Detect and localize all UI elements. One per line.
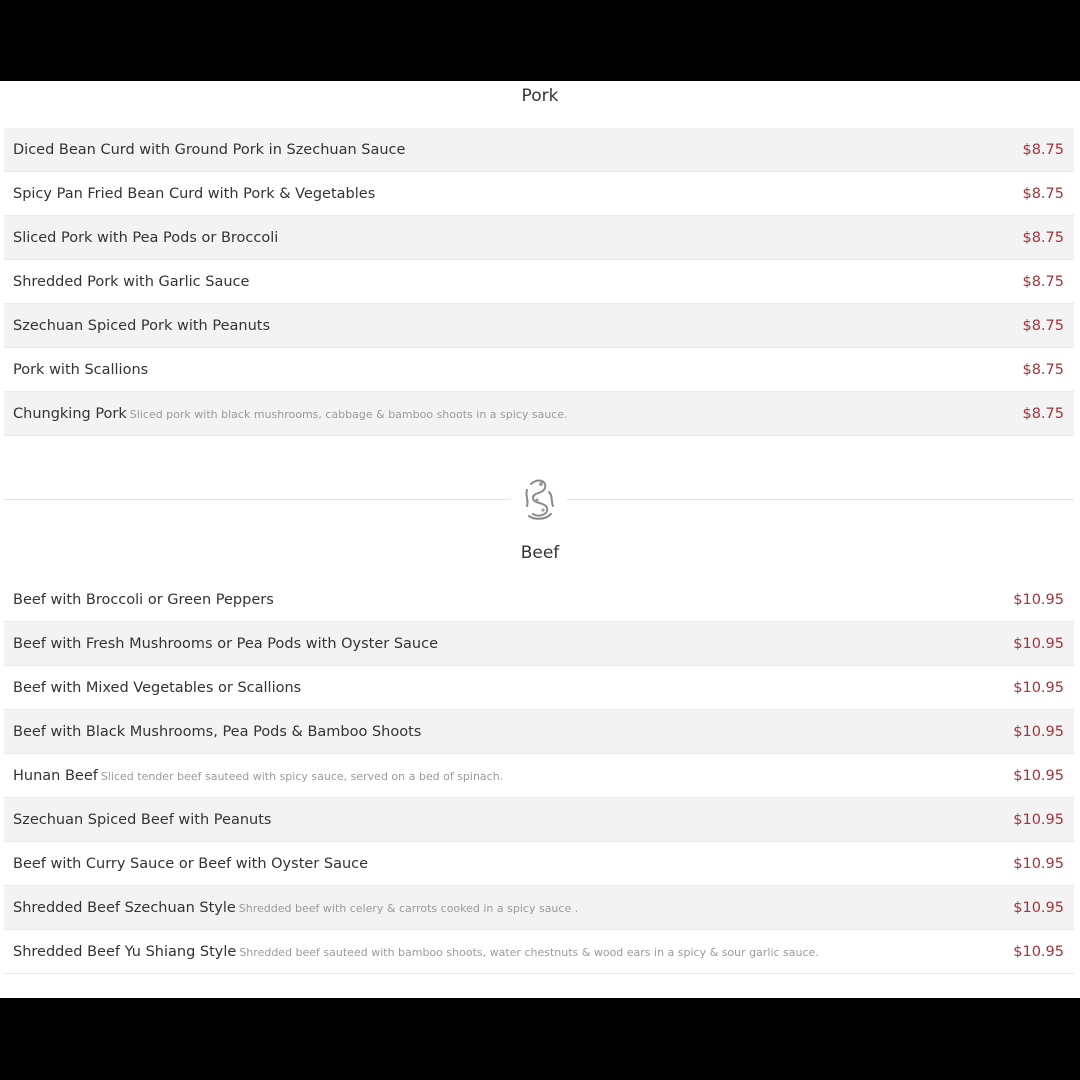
item-price: $10.95 <box>1013 943 1064 960</box>
dragon-emblem-icon <box>511 474 567 524</box>
item-price: $10.95 <box>1013 679 1064 696</box>
item-name: Spicy Pan Fried Bean Curd with Pork & Vegetables <box>13 185 376 202</box>
menu-item-row[interactable] <box>4 930 1074 974</box>
menu-item-row[interactable] <box>4 798 1074 842</box>
item-price: $8.75 <box>1022 229 1064 246</box>
menu-item-row[interactable] <box>4 128 1074 172</box>
item-price: $10.95 <box>1013 767 1064 784</box>
menu-item-row[interactable] <box>4 216 1074 260</box>
section-title-beef: Beef <box>520 543 560 563</box>
item-name: Shredded Pork with Garlic Sauce <box>13 273 250 290</box>
item-description: Shredded beef with celery & carrots cooked in a spicy sauce . <box>238 901 579 915</box>
item-name: Beef with Black Mushrooms, Pea Pods & Bamboo Shoots <box>13 723 422 740</box>
menu-item-row[interactable] <box>4 392 1074 436</box>
item-price: $10.95 <box>1013 811 1064 828</box>
beef-menu-list <box>4 578 1074 974</box>
menu-item-row[interactable] <box>4 842 1074 886</box>
menu-item-row[interactable] <box>4 172 1074 216</box>
item-price: $8.75 <box>1022 317 1064 334</box>
item-name: Beef with Mixed Vegetables or Scallions <box>13 679 302 696</box>
item-description: Sliced tender beef sauteed with spicy sauce, served on a bed of spinach. <box>100 769 504 783</box>
item-description: Shredded beef sauteed with bamboo shoots, water chestnuts & wood ears in a spicy & sour garlic sauce. <box>239 945 819 959</box>
menu-item-row[interactable] <box>4 304 1074 348</box>
item-name: Beef with Broccoli or Green Peppers <box>13 591 274 608</box>
menu-item-row[interactable] <box>4 666 1074 710</box>
item-name: Shredded Beef Yu Shiang Style <box>13 943 237 960</box>
section-title-pork: Pork <box>521 86 559 106</box>
menu-item-row[interactable] <box>4 260 1074 304</box>
item-price: $8.75 <box>1022 273 1064 290</box>
item-price: $8.75 <box>1022 141 1064 158</box>
item-name: Diced Bean Curd with Ground Pork in Szechuan Sauce <box>13 141 406 158</box>
item-price: $10.95 <box>1013 899 1064 916</box>
item-name: Sliced Pork with Pea Pods or Broccoli <box>13 229 279 246</box>
menu-item-row[interactable] <box>4 348 1074 392</box>
section-divider <box>4 474 1074 528</box>
item-name: Chungking Pork <box>13 405 127 422</box>
item-price: $8.75 <box>1022 361 1064 378</box>
item-name: Pork with Scallions <box>13 361 149 378</box>
item-name: Shredded Beef Szechuan Style <box>13 899 236 916</box>
menu-item-row[interactable] <box>4 622 1074 666</box>
item-name: Beef with Fresh Mushrooms or Pea Pods with Oyster Sauce <box>13 635 439 652</box>
menu-item-row[interactable] <box>4 710 1074 754</box>
item-price: $10.95 <box>1013 723 1064 740</box>
item-price: $10.95 <box>1013 855 1064 872</box>
menu-item-row[interactable] <box>4 754 1074 798</box>
menu-item-row[interactable] <box>4 578 1074 622</box>
item-price: $8.75 <box>1022 185 1064 202</box>
item-name: Szechuan Spiced Beef with Peanuts <box>13 811 272 828</box>
pork-menu-list <box>4 128 1074 436</box>
item-name: Hunan Beef <box>13 767 98 784</box>
item-description: Sliced pork with black mushrooms, cabbage & bamboo shoots in a spicy sauce. <box>129 407 568 421</box>
item-price: $10.95 <box>1013 591 1064 608</box>
item-name: Beef with Curry Sauce or Beef with Oyster Sauce <box>13 855 369 872</box>
item-name: Szechuan Spiced Pork with Peanuts <box>13 317 271 334</box>
menu-page <box>0 81 1080 998</box>
item-price: $8.75 <box>1022 405 1064 422</box>
item-price: $10.95 <box>1013 635 1064 652</box>
menu-item-row[interactable] <box>4 886 1074 930</box>
